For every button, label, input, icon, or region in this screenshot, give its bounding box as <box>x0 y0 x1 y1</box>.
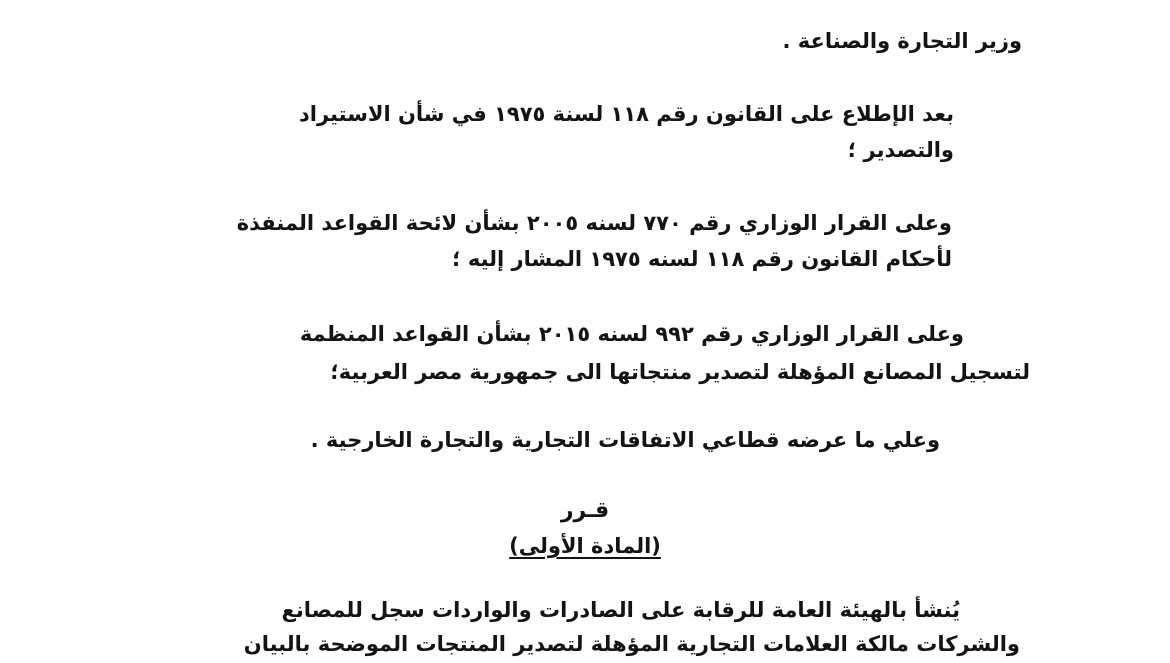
preamble-paragraph-3-line-1: وعلى القرار الوزاري رقم ٩٩٢ لسنه ٢٠١٥ بشأن القواعد المنظمة <box>299 322 964 346</box>
decision-word: قـرر <box>560 498 610 523</box>
preamble-paragraph-1-line-1: بعد الإطلاع على القانون رقم ١١٨ لسنة ١٩٧٥ في شأن الاستيراد <box>299 102 954 126</box>
preamble-paragraph-2-line-2: لأحكام القانون رقم ١١٨ لسنه ١٩٧٥ المشار إليه ؛ <box>452 247 952 271</box>
article-title: (المادة الأولى) <box>509 534 661 558</box>
article-body-line-2: والشركات مالكة العلامات التجارية المؤهلة لتصدير المنتجات الموضحة بالبيان <box>243 632 1020 656</box>
article-body-line-1: يُنشأ بالهيئة العامة للرقابة على الصادرات والواردات سجل للمصانع <box>281 598 960 622</box>
preamble-paragraph-4-line-1: وعلي ما عرضه قطاعي الاتفاقات التجارية والتجارة الخارجية . <box>310 428 940 452</box>
document-header: وزير التجارة والصناعة . <box>782 29 1022 53</box>
preamble-paragraph-2-line-1: وعلى القرار الوزاري رقم ٧٧٠ لسنه ٢٠٠٥ بشأن لائحة القواعد المنفذة <box>236 211 952 235</box>
preamble-paragraph-1-line-2: والتصدير ؛ <box>847 138 954 162</box>
preamble-paragraph-3-line-2: لتسجيل المصانع المؤهلة لتصدير منتجاتها الى جمهورية مصر العربية؛ <box>330 360 1030 384</box>
